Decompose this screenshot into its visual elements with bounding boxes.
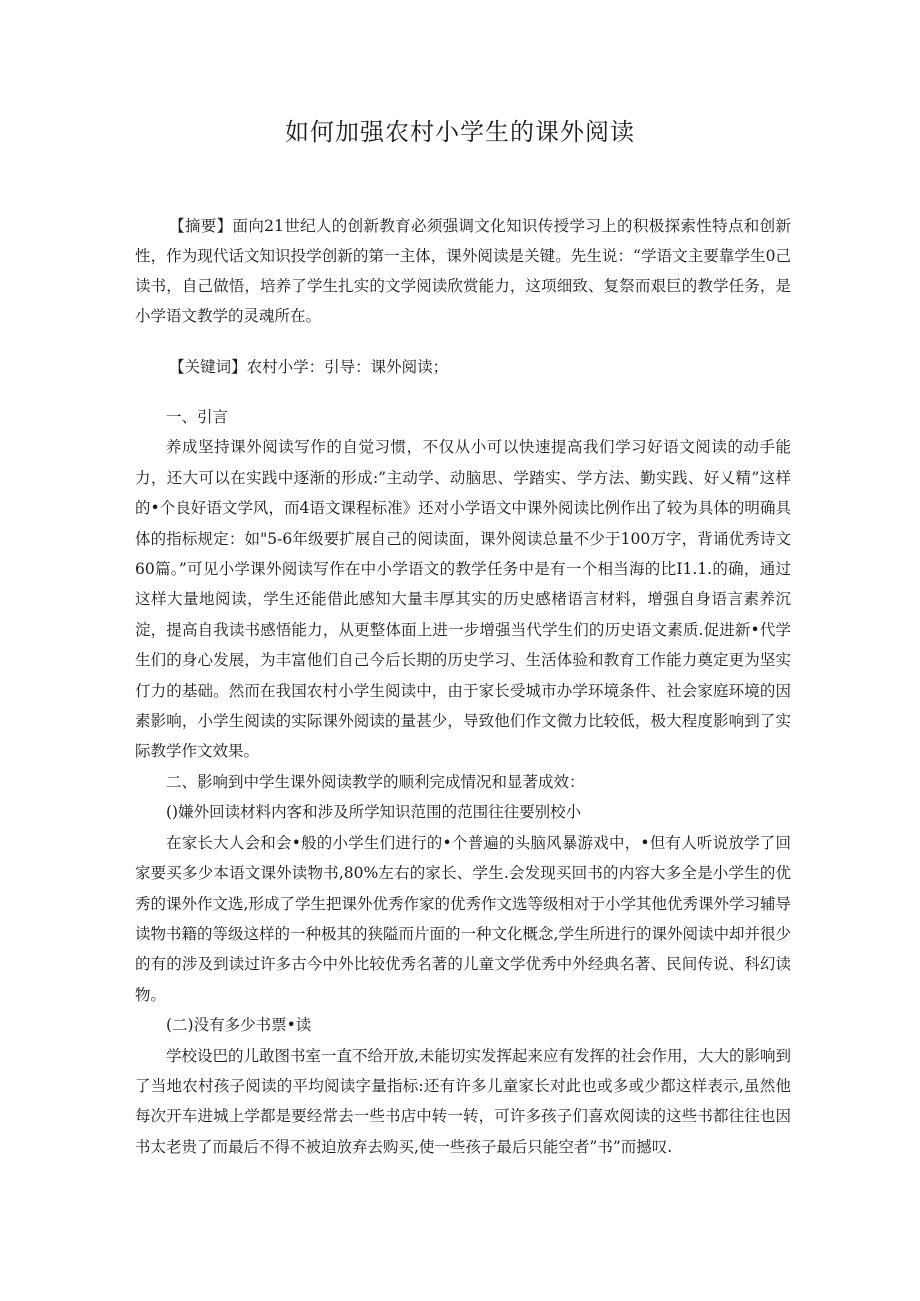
body-paragraph: 在家长大人会和会•般的小学生们进行的•个普遍的头脑风暴游戏中，•但有人听说放学了回家要买多少本语文课外读物书,80%左右的家长、学生.会发现买回书的内容大多全是小学生的优秀的课外作文选,形成了学生把课外优秀作家的优秀作文选等级相对于小学其他优秀课外学习辅导读物书籍的等级这样的一种极其的狭隘而片面的一种文化概念,学生所进行的课外阅读中却并很少的有的涉及到读过许多古今中外比较优秀名著的儿童文学优秀中外经典名著、民间传说、科幻读物。 (135, 833, 791, 1004)
subsection-heading-no-books: (二)没有多少书票•读 (166, 1016, 312, 1035)
abstract-paragraph: 【摘要】面向21世纪人的创新教育必须强调文化知识传授学习上的积极探索性特点和创新性，作为现代话文知识投学创新的第一主体，课外阅读是关键。先生说：“学语文主要靠学生0己读书，自己做悟，培养了学生扎实的文学阅读欣赏能力，这项细致、复祭而艰巨的教学任务，是小学语文教学的灵魂所在。 (135, 217, 791, 325)
section-heading-introduction: 一、引言 (166, 408, 229, 426)
document-body (135, 402, 791, 1162)
keywords-line: 【关键词】农村小学：引导：课外阅读； (169, 358, 449, 376)
document-title: 如何加强农村小学生的课外阅读 (285, 118, 635, 146)
subsection-heading-reading-scope: ()嫌外回读材料内客和涉及所学知识范围的范围往往要别校小 (166, 803, 582, 822)
section-heading-influences: 二、影响到中学生课外阅读教学的顺利完成情况和显著成效： (166, 772, 585, 791)
body-paragraph: 养成坚持课外阅读写作的自觉习惯，不仅从小可以快速提高我们学习好语文阅读的动手能力，还大可以在实践中逐渐的形成:”主动学、动脑思、学踏实、学方法、勤实践、好乂精”这样的•个良好语文学风，而4语文课程标准》还对小学语文中课外阅读比例作出了较为具体的明确具体的指标规定：如"5-6年级要扩展自己的阅读面，课外阅读总量不少于100万字，背诵优秀诗文60篇。”可见小学课外阅读写作在中小学语文的教学任务中是有一个相当海的比I1.1.的确，通过这样大量地阅读，学生还能借此感知大量丰厚其实的历史感楮语言材料，增强自身语言素养沉淀，提高自我读书感悟能力，从更整体面上进一步增强当代学生们的历史语文素质.促进新•代学生们的身心发展，为丰富他们自己今后长期的历史学习、生活体验和教育工作能力奠定更为坚实仃力的基础。然而在我国农村小学生阅读中，由于家长受城市办学环境条件、社会家庭环境的因素影响，小学生阅读的实际课外阅读的量甚少，导致他们作文微力比较低，极大程度影响到了实际教学作文效果。 (135, 438, 791, 761)
body-paragraph: 学校设巴的儿敢图书室一直不给开放,未能切实发挥起来应有发挥的社会作用，大大的影响到了当地农村孩子阅读的平均阅读字量指标:还有许多儿童家长对此也或多或少都这样表示,虽然他每次开车进城上学都是要经常去一些书店中转一转，可许多孩子们喜欢阅读的这些书都往往也因书太老贵了而最后不得不被迫放弃去购买,使一些孩子最后只能空者”书”而撼叹. (135, 1046, 791, 1156)
